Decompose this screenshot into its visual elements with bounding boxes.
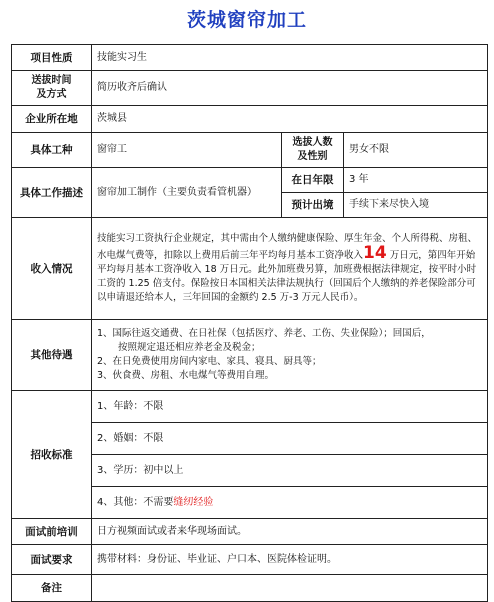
criteria-other-highlight: 缝纫经验	[173, 496, 214, 508]
criteria-age: 1、年龄：不限	[92, 391, 487, 423]
remarks-label: 备注	[12, 575, 92, 602]
job-type-value: 窗帘工	[92, 133, 282, 168]
interview-req-value: 携带材料：身份证、毕业证、户口本、医院体检证明。	[92, 545, 488, 575]
recruit-label: 招收标准	[12, 391, 92, 519]
benefits-line1: 1、国际往返交通费、在日社保（包括医疗、养老、工伤、失业保险）；回国后，	[97, 328, 431, 339]
project-nature-label: 项目性质	[12, 45, 92, 71]
recruit-criteria	[92, 391, 488, 519]
criteria-marriage: 2、婚姻：不限	[92, 423, 487, 455]
expected-departure-label: 预计出境	[282, 193, 344, 218]
selection-count-label-line2: 及性别	[297, 151, 328, 162]
years-in-japan-value: 3 年	[344, 168, 488, 193]
row-remarks	[12, 575, 488, 602]
job-desc-label: 具体工作描述	[12, 168, 92, 218]
expected-departure-value: 手续下来尽快入境	[344, 193, 488, 218]
depart-time-label-line2: 及方式	[36, 89, 67, 100]
job-info-table	[11, 44, 488, 602]
selection-count-value: 男女不限	[344, 133, 488, 168]
interview-method-value: 日方视频面试或者来华现场面试。	[92, 519, 488, 545]
depart-time-label	[12, 71, 92, 106]
income-text-b: 万日元，第四年开始平均每月基本工资净收入 18 万日元。此外加班费另算，加班费根据法律规定，按平时小时工资的 1.25 倍支付。保险按日本国相关法律法规执行（回国后个人缴纳的养老保险部分可以申请退还给本人，三年回国的金额约 2.5 万-3 万元人民币）。	[97, 250, 477, 303]
location-label: 企业所在地	[12, 106, 92, 133]
selection-count-label-line1: 选拔人数	[292, 137, 333, 148]
benefits-line3: 3、伙食费、房租、水电煤气等费用自理。	[97, 370, 275, 381]
row-income	[12, 218, 488, 320]
recruit-criteria-list	[92, 391, 487, 518]
row-location	[12, 106, 488, 133]
depart-time-label-line1: 送拔时间	[31, 75, 72, 86]
income-text-a: 技能实习工资执行企业规定，其中需由个人缴纳健康保险、厚生年金、个人所得税、房租、水电煤气费等，扣除以上费用后前三年平均每月基本工资净收入	[97, 233, 478, 261]
job-type-label: 具体工种	[12, 133, 92, 168]
benefits-value	[92, 320, 488, 391]
years-in-japan-label: 在日年限	[282, 168, 344, 193]
income-label: 收入情况	[12, 218, 92, 320]
row-interview-method	[12, 519, 488, 545]
row-job-type	[12, 133, 488, 168]
row-depart-time	[12, 71, 488, 106]
interview-req-label: 面试要求	[12, 545, 92, 575]
page-title: 茨城窗帘加工	[186, 9, 307, 31]
depart-time-value: 简历收齐后确认	[92, 71, 488, 106]
row-job-desc-1	[12, 168, 488, 193]
job-desc-value: 窗帘加工制作（主要负责看管机器）	[92, 168, 282, 218]
selection-count-label	[282, 133, 344, 168]
project-nature-value: 技能实习生	[92, 45, 488, 71]
row-project-nature	[12, 45, 488, 71]
interview-method-label: 面试前培训	[12, 519, 92, 545]
row-recruit	[12, 391, 488, 519]
income-value	[92, 218, 488, 320]
location-value: 茨城县	[92, 106, 488, 133]
row-benefits	[12, 320, 488, 391]
benefits-label: 其他待遇	[12, 320, 92, 391]
criteria-other-prefix: 4、其他：不需要	[97, 496, 174, 508]
benefits-line2: 2、在日免费使用房间内家电、家具、寝具、厨具等；	[97, 356, 322, 367]
row-interview-req	[12, 545, 488, 575]
criteria-education: 3、学历：初中以上	[92, 455, 487, 487]
income-highlight: 14	[363, 243, 387, 263]
criteria-other	[92, 487, 487, 519]
remarks-value	[92, 575, 488, 602]
benefits-line1b: 按照规定退还相应养老金及税金；	[118, 342, 261, 353]
